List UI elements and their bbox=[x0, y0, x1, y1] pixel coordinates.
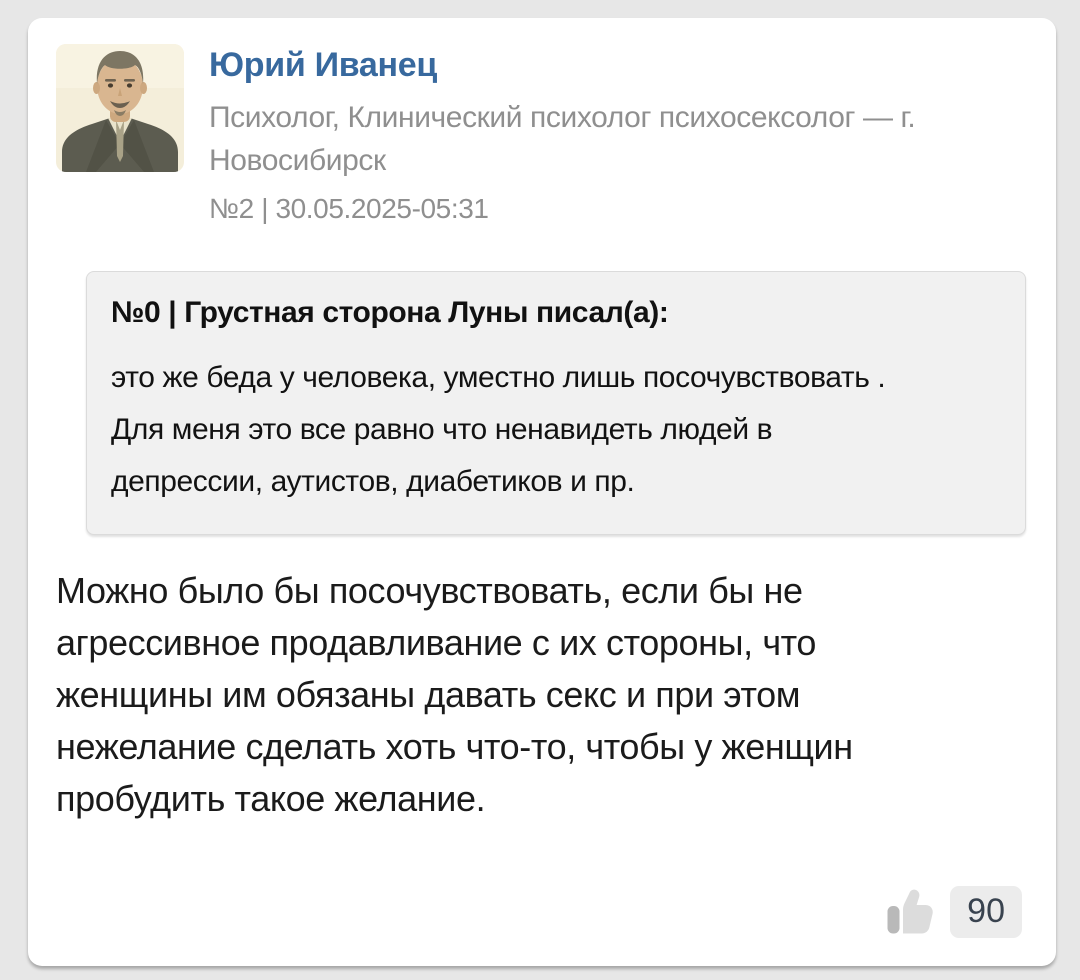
avatar[interactable] bbox=[56, 44, 184, 172]
post-meta: №2 | 30.05.2025-05:31 bbox=[209, 193, 489, 224]
forum-post-card bbox=[28, 18, 1056, 966]
author-info bbox=[209, 44, 919, 225]
quote-block bbox=[86, 271, 1026, 535]
quote-paragraph: Для меня это все равно что ненавидеть людей в депрессии, аутистов, диабетиков и пр. bbox=[111, 413, 773, 498]
avatar-photo bbox=[56, 44, 184, 172]
thumbs-up-icon[interactable] bbox=[886, 889, 934, 935]
quote-text bbox=[111, 352, 1001, 508]
like-count-badge[interactable]: 90 bbox=[950, 886, 1022, 938]
like-row bbox=[886, 886, 1022, 938]
quote-paragraph: это же беда у человека, уместно лишь посочувствовать . bbox=[111, 361, 886, 394]
author-name-link[interactable]: Юрий Иванец bbox=[209, 46, 437, 84]
quote-header: №0 | Грустная сторона Луны писал(а): bbox=[111, 296, 669, 329]
post-header bbox=[56, 44, 1028, 225]
author-title: Психолог, Клинический психолог психосексолог — г. Новосибирск bbox=[209, 101, 916, 177]
post-body: Можно было бы посочувствовать, если бы не агрессивное продавливание с их стороны, что женщины им обязаны давать секс и при этом нежелание сделать хоть что-то, чтобы у женщин пробудить такое желание. bbox=[56, 570, 853, 819]
